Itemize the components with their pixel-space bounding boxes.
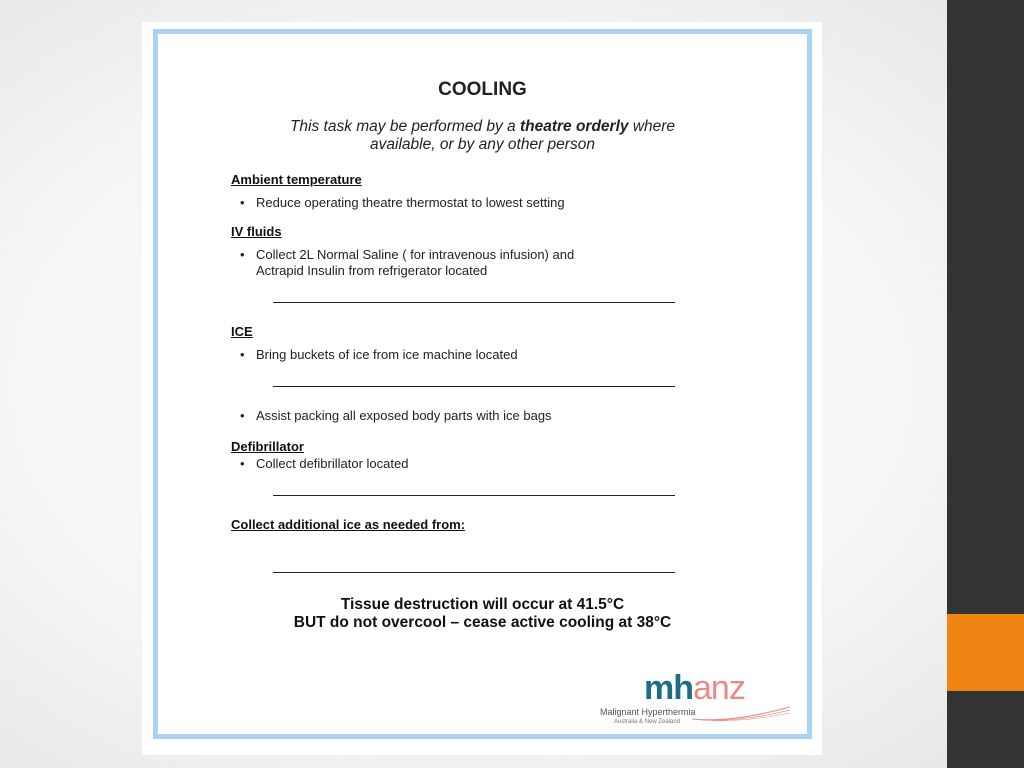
heading-defibrillator: Defibrillator [231,439,304,454]
mhanz-logo [592,671,802,731]
intro-line2: available, or by any other person [370,136,595,153]
intro-emphasis: theatre orderly [519,118,629,135]
heading-iv-fluids: IV fluids [231,224,282,239]
logo-subtitle: Malignant Hyperthermia [600,707,696,717]
document-title: COOLING [438,79,527,100]
intro-part1: This task may be performed by a [289,118,520,135]
blank-line-defib [273,495,675,496]
bullet-ambient-1: • Reduce operating theatre thermostat to lowest setting [256,195,676,211]
blank-line-additional [273,572,675,573]
right-accent-block [947,614,1024,691]
bullet-iv-1-line2: Actrapid Insulin from refrigerator located [256,263,488,278]
heading-ice: ICE [231,324,253,339]
warning-line2: BUT do not overcool – cease active cooling at 38°C [293,614,672,631]
bullet-iv-1-line1: Collect 2L Normal Saline ( for intravenous infusion) and [256,247,575,262]
blank-line-iv [273,302,675,303]
bullet-ice-2: • Assist packing all exposed body parts with ice bags [256,408,676,424]
bullet-ice-1: • Bring buckets of ice from ice machine located [256,347,676,363]
heading-additional-ice: Collect additional ice as needed from: [231,517,466,532]
logo-brand-bold: mh [644,669,693,707]
warning-text [158,596,807,632]
logo-brand-light: anz [693,669,745,707]
intro-text [198,118,767,154]
bullet-iv-1 [256,247,676,279]
blank-line-ice [273,386,675,387]
intro-part2: where [628,118,676,135]
logo-wordmark [644,671,745,705]
logo-subtitle-region: Australia & New Zealand [614,719,681,725]
bullet-defib-1: • Collect defibrillator located [256,456,676,472]
heading-ambient-temperature: Ambient temperature [231,172,362,187]
warning-line1: Tissue destruction will occur at 41.5°C [340,596,625,613]
document-frame [153,29,812,739]
logo-swoosh-icon [692,705,792,725]
